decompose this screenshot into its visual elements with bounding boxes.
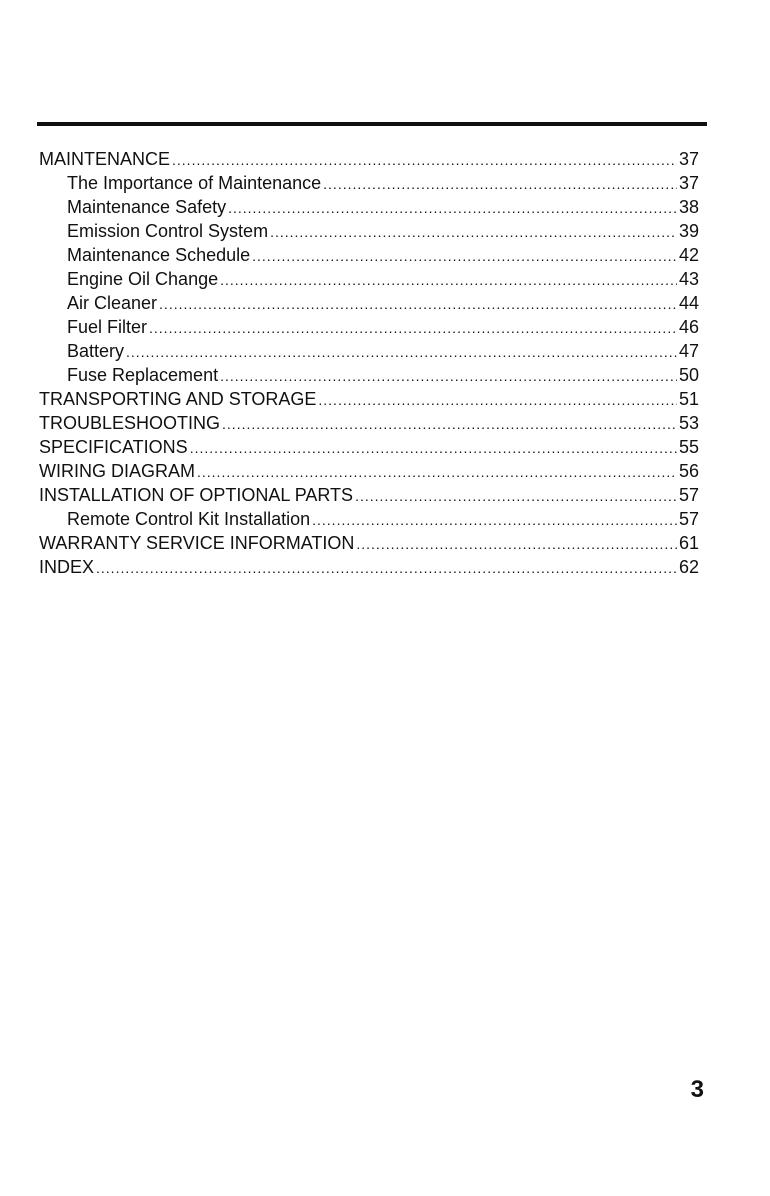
- toc-entry-page: 39: [678, 221, 699, 241]
- toc-entry-page: 55: [678, 437, 699, 457]
- toc-subentry: [39, 243, 699, 267]
- toc-entry: [39, 483, 699, 507]
- toc-entry-label: WIRING DIAGRAM: [39, 461, 195, 481]
- toc-entry: [39, 459, 699, 483]
- toc-subentry: [39, 291, 699, 315]
- toc-entry-page: 53: [678, 413, 699, 433]
- toc-entry: [39, 387, 699, 411]
- toc-entry-page: 44: [678, 293, 699, 313]
- toc-entry-page: 56: [678, 461, 699, 481]
- toc-dot-leader: [172, 148, 677, 172]
- toc-subentry: [39, 315, 699, 339]
- toc-entry-label: Battery: [67, 341, 125, 361]
- toc-entry-page: 62: [678, 557, 699, 577]
- toc-entry-page: 57: [678, 485, 699, 505]
- toc-dot-leader: [220, 268, 677, 292]
- toc-entry-label: The Importance of Maintenance: [67, 173, 322, 193]
- toc-dot-leader: [356, 532, 677, 556]
- toc-entry: [39, 531, 699, 555]
- toc-entry-label: Emission Control System: [67, 221, 269, 241]
- toc-entry-label: Maintenance Safety: [67, 197, 227, 217]
- toc-entry-page: 42: [678, 245, 699, 265]
- toc-dot-leader: [323, 172, 677, 196]
- toc-dot-leader: [159, 292, 677, 316]
- toc-dot-leader: [355, 484, 677, 508]
- toc-dot-leader: [220, 364, 677, 388]
- header-rule: [37, 122, 707, 126]
- toc-subentry: [39, 219, 699, 243]
- toc-subentry: [39, 507, 699, 531]
- toc-entry-page: 37: [678, 149, 699, 169]
- toc-subentry: [39, 171, 699, 195]
- toc-entry-page: 57: [678, 509, 699, 529]
- toc-entry: [39, 147, 699, 171]
- toc-entry-label: Remote Control Kit Installation: [67, 509, 311, 529]
- toc-entry: [39, 411, 699, 435]
- toc-entry-label: SPECIFICATIONS: [39, 437, 188, 457]
- toc-subentry: [39, 267, 699, 291]
- toc-dot-leader: [190, 436, 677, 460]
- toc-entry-page: 51: [678, 389, 699, 409]
- toc-dot-leader: [312, 508, 677, 532]
- toc-dot-leader: [228, 196, 677, 220]
- toc-subentry: [39, 363, 699, 387]
- table-of-contents: [39, 147, 699, 579]
- toc-entry-page: 38: [678, 197, 699, 217]
- toc-entry-label: Maintenance Schedule: [67, 245, 251, 265]
- toc-entry-label: Fuse Replacement: [67, 365, 219, 385]
- toc-entry-label: WARRANTY SERVICE INFORMATION: [39, 533, 355, 553]
- toc-entry-label: TROUBLESHOOTING: [39, 413, 221, 433]
- toc-subentry: [39, 339, 699, 363]
- toc-dot-leader: [270, 220, 677, 244]
- toc-entry-page: 47: [678, 341, 699, 361]
- toc-dot-leader: [222, 412, 677, 436]
- toc-dot-leader: [318, 388, 677, 412]
- toc-entry-label: MAINTENANCE: [39, 149, 171, 169]
- toc-entry: [39, 555, 699, 579]
- toc-entry: [39, 435, 699, 459]
- toc-entry-label: Air Cleaner: [67, 293, 158, 313]
- toc-entry-page: 61: [678, 533, 699, 553]
- toc-entry-label: Fuel Filter: [67, 317, 148, 337]
- toc-subentry: [39, 195, 699, 219]
- toc-entry-label: INSTALLATION OF OPTIONAL PARTS: [39, 485, 354, 505]
- toc-dot-leader: [149, 316, 677, 340]
- toc-entry-page: 46: [678, 317, 699, 337]
- toc-dot-leader: [197, 460, 677, 484]
- toc-entry-page: 37: [678, 173, 699, 193]
- toc-dot-leader: [96, 556, 677, 580]
- page-number: 3: [690, 1076, 704, 1103]
- toc-dot-leader: [252, 244, 677, 268]
- toc-entry-page: 43: [678, 269, 699, 289]
- toc-dot-leader: [126, 340, 677, 364]
- toc-entry-page: 50: [678, 365, 699, 385]
- toc-entry-label: Engine Oil Change: [67, 269, 219, 289]
- toc-entry-label: INDEX: [39, 557, 95, 577]
- toc-entry-label: TRANSPORTING AND STORAGE: [39, 389, 317, 409]
